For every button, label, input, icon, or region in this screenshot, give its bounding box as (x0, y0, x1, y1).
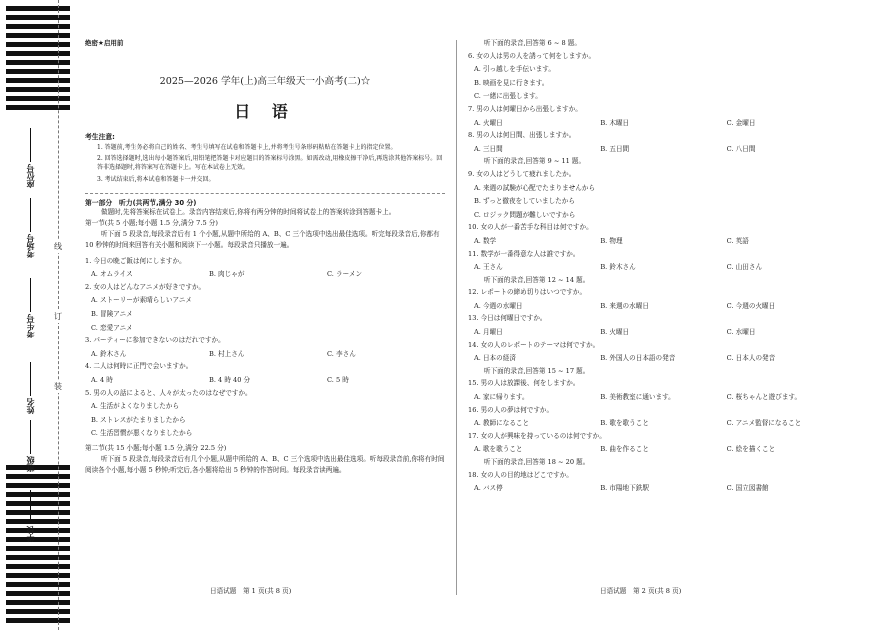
question-10-options: A. 数学 B. 物理 C. 英語 (474, 236, 749, 245)
notice-heading: 考生注意: (85, 133, 115, 142)
question-1-options: A. オムライス B. 肉じゃが C. ラーメン (91, 270, 363, 279)
question-6-option-c: C. 一緒に出張します。 (474, 92, 542, 101)
instruction-9-11: 听下面的录音,回答第 9 ~ 11 题。 (484, 157, 586, 166)
notice-1: 1. 答题前,考生务必将自己的姓名、考生号填写在试卷和答题卡上,并将考生号条形码粘贴在答题卡上的指定位置。 (97, 143, 397, 151)
question-18: 18. 女の人の目的地はどこですか。 (468, 470, 573, 479)
confidential-mark: 绝密★启用前 (85, 39, 124, 47)
question-9-option-c: C. ロジック問題が難しいですから (474, 210, 576, 219)
bind-mark-staple: 订 (54, 312, 62, 321)
question-9-option-b: B. ずっと徹夜をしていましたから (474, 197, 575, 206)
page-2-footer: 日语试题 第 2 页(共 8 页) (600, 587, 682, 595)
question-6-option-b: B. 映画を見に行きます。 (474, 78, 549, 87)
school-label: 学校 (25, 490, 36, 542)
instruction-18-20: 听下面的录音,回答第 18 ~ 20 题。 (484, 458, 590, 466)
question-2: 2. 女の人はどんなアニメが好きですか。 (85, 282, 206, 291)
name-label: 姓名 (25, 362, 36, 414)
bind-mark-line: 线 (54, 242, 62, 251)
question-2-option-c: C. 恋愛アニメ (91, 323, 133, 332)
exam-room-label: 考场号 (25, 198, 36, 258)
instruction-6-8: 听下面的录音,回答第 6 ~ 8 题。 (484, 39, 581, 47)
notice-2: 2. 回答选择题时,选出每小题答案后,用铅笔把答题卡对应题目的答案标号涂黑。如需改动,用橡皮擦干净后,再选涂其他答案标号。回答非选择题时,将答案写在答题卡上。写在本试卷上无效。 (97, 155, 443, 172)
question-17-options: A. 歌を歌うこと B. 曲を作ること C. 絵を描くこと (474, 445, 776, 454)
column-divider (456, 40, 457, 595)
question-12: 12. レポートの締め切りはいつですか。 (468, 288, 587, 297)
question-10: 10. 女の人が一番苦手な科目は何ですか。 (468, 223, 593, 232)
section-2-heading: 第二节(共 15 小题;每小题 1.5 分,满分 22.5 分) (85, 444, 227, 452)
question-11-options: A. 王さん B. 鈴木さん C. 山田さん (474, 263, 763, 272)
seat-number-label: 座位号 (25, 128, 36, 188)
instruction-12-14: 听下面的录音,回答第 12 ~ 14 题。 (484, 275, 590, 284)
part-1-heading: 第一部分 听力(共两节,满分 30 分) (85, 199, 197, 208)
page-2-column (468, 40, 853, 492)
section-1-heading: 第一节(共 5 小题;每小题 1.5 分,满分 7.5 分) (85, 219, 218, 228)
question-7-options: A. 火曜日 B. 木曜日 C. 金曜日 (474, 118, 756, 127)
question-16: 16. 男の人の夢は何ですか。 (468, 405, 554, 414)
question-3-options: A. 鈴木さん B. 村上さん C. 李さん (91, 349, 356, 358)
question-14: 14. 女の人のレポートのテーマは何ですか。 (468, 340, 600, 349)
page-1-footer: 日语试题 第 1 页(共 8 页) (210, 587, 292, 595)
question-8: 8. 男の人は何日間、出張しますか。 (468, 131, 576, 140)
notice-3: 3. 考试结束后,将本试卷和答题卡一并交回。 (97, 175, 215, 183)
subject-title: 日 语 (234, 102, 296, 122)
exam-title: 2025—2026 学年(上)高三年级天一小高考(二)☆ (159, 75, 371, 87)
page-1-column (85, 40, 445, 477)
question-17: 17. 女の人が興味を持っているのは何ですか。 (468, 431, 606, 440)
question-9-option-a: A. 来週の試験が心配でたまりませんから (474, 183, 596, 192)
candidate-number-label: 考生号 (25, 278, 36, 338)
question-15-options: A. 家に帰ります。 B. 美術教室に通います。 C. 桜ちゃんと遊びます。 (474, 393, 802, 402)
question-4: 4. 二人は何時に正門で会いますか。 (85, 362, 193, 371)
question-5: 5. 男の人の話によると、人々が太ったのはなぜですか。 (85, 388, 252, 397)
question-13: 13. 今日は何曜日ですか。 (468, 314, 547, 323)
question-9: 9. 女の人はどうして疲れましたか。 (468, 169, 576, 178)
question-12-options: A. 今週の水曜日 B. 来週の水曜日 C. 今週の火曜日 (474, 301, 776, 310)
question-15: 15. 男の人は放課後、何をしますか。 (468, 379, 580, 388)
question-5-option-c: C. 生活習慣が悪くなりましたから (91, 429, 193, 438)
question-7: 7. 男の人は何曜日から出張しますか。 (468, 104, 582, 113)
question-1: 1. 今日の晩ご飯は何にしますか。 (85, 256, 186, 265)
question-5-option-b: B. ストレスがたまりましたから (91, 415, 186, 424)
question-4-options: A. 4 時 B. 4 時 40 分 C. 5 時 (91, 376, 349, 385)
section-2-description: 听下面 5 段录音,每段录音后有几个小题,从题中所给的 A、B、C 三个选项中选出最佳选项。听每段录音前,你将有时间阅读各个小题,每小题 5 秒钟;听完后,各小题将给出 5 秒钟的作答时间。每段录音读两遍。 (85, 455, 445, 475)
bind-mark-bind: 装 (54, 382, 62, 391)
question-3: 3. パーティーに参加できないのはだれですか。 (85, 336, 225, 345)
question-11: 11. 数学が一番得意な人は誰ですか。 (468, 249, 580, 258)
question-16-options: A. 教師になること B. 歌を歌うこと C. アニメ監督になること (474, 419, 802, 428)
instruction-15-17: 听下面的录音,回答第 15 ~ 17 题。 (484, 366, 590, 375)
question-6-option-a: A. 引っ越しを手伝います。 (474, 65, 555, 74)
notice-divider (85, 193, 445, 194)
question-2-option-b: B. 冒険アニメ (91, 310, 133, 319)
part-1-description: 做题时,先将答案标在试卷上。录音内容结束后,你将有两分钟的时间将试卷上的答案转涂到答题卡上。 (101, 207, 396, 216)
question-18-options: A. バス停 B. 市陽地下鉄駅 C. 国立図書館 (474, 484, 769, 493)
question-2-option-a: A. ストーリーが素晴らしいアニメ (91, 296, 192, 305)
question-5-option-a: A. 生活がよくなりましたから (91, 402, 180, 411)
question-6: 6. 女の人は男の人を誘って何をしますか。 (468, 51, 596, 60)
question-14-options: A. 日本の経済 B. 外国人の日本語の発音 C. 日本人の発音 (474, 354, 776, 363)
question-8-options: A. 三日間 B. 五日間 C. 八日間 (474, 144, 756, 153)
question-13-options: A. 月曜日 B. 火曜日 C. 水曜日 (474, 328, 756, 337)
section-1-description: 听下面 5 段录音,每段录音后有 1 个小题,从题中所给的 A、B、C 三个选项中选出最佳选项。听完每段录音后,你都有 10 秒钟的时间来回答有关小题和阅读下一小题。每段录音只播放一遍。 (85, 230, 440, 250)
class-label: 班级 (25, 420, 36, 472)
